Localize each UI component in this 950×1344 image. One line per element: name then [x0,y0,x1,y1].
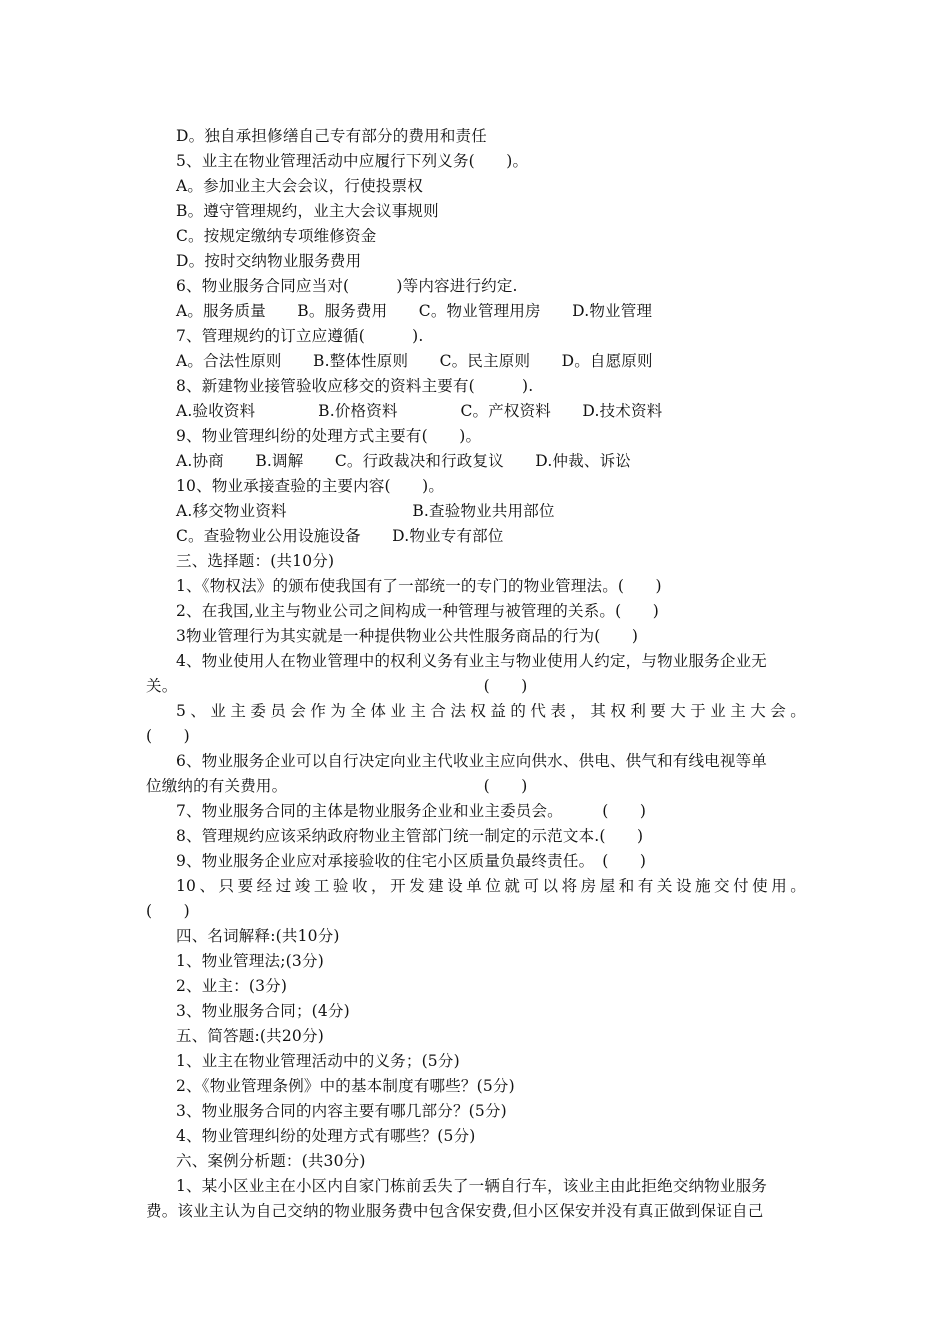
tf-item-10-cont: ( ) [146,902,190,920]
options-8: A.验收资料 B.价格资料 C。产权资料 D.技术资料 [176,402,663,420]
section-heading-6: 六、案例分析题：(共30分) [176,1152,366,1170]
tf-item-10: 10、只要经过竣工验收，开发建设单位就可以将房屋和有关设施交付使用。 [176,877,806,895]
option-5d: D。按时交纳物业服务费用 [176,252,362,270]
question-10: 10、物业承接查验的主要内容( )。 [176,477,445,495]
question-9: 9、物业管理纠纷的处理方式主要有( )。 [176,427,482,445]
short-answer-4: 4、物业管理纠纷的处理方式有哪些？(5分) [176,1127,476,1145]
options-10-cd: C。查验物业公用设施设备 D.物业专有部位 [176,527,504,545]
option-5b: B。遵守管理规约，业主大会议事规则 [176,202,439,220]
short-answer-1: 1、业主在物业管理活动中的义务；(5分) [176,1052,460,1070]
short-answer-2: 2、《物业管理条例》中的基本制度有哪些？(5分) [176,1077,515,1095]
term-item-3: 3、物业服务合同；(4分) [176,1002,350,1020]
tf-item-3: 3物业管理行为其实就是一种提供物业公共性服务商品的行为( ) [176,627,639,645]
tf-item-4: 4、物业使用人在物业管理中的权利义务有业主与物业使用人约定，与物业服务企业无 [176,652,767,670]
tf-item-5: 5、业主委员会作为全体业主合法权益的代表，其权利要大于业主大会。 [176,702,806,720]
tf-item-7: 7、物业服务合同的主体是物业服务企业和业主委员会。 ( ) [176,802,647,820]
tf-item-9: 9、物业服务企业应对承接验收的住宅小区质量负最终责任。 ( ) [176,852,647,870]
term-item-1: 1、物业管理法;(3分) [176,952,324,970]
case-item-1-cont: 费。该业主认为自己交纳的物业服务费中包含保安费,但小区保安并没有真正做到保证自己 [146,1202,764,1220]
short-answer-3: 3、物业服务合同的内容主要有哪几部分？(5分) [176,1102,507,1120]
options-9: A.协商 B.调解 C。行政裁决和行政复议 D.仲裁、诉讼 [176,452,632,470]
option-5a: A。参加业主大会会议，行使投票权 [176,177,423,195]
tf-item-5-cont: ( ) [146,727,190,745]
tf-item-8: 8、管理规约应该采纳政府物业主管部门统一制定的示范文本.( ) [176,827,644,845]
tf-item-1: 1、《物权法》的颁布使我国有了一部统一的专门的物业管理法。( ) [176,577,662,595]
question-7: 7、管理规约的订立应遵循( ). [176,327,424,345]
term-item-2: 2、业主：(3分) [176,977,288,995]
options-10-ab: A.移交物业资料 B.查验物业共用部位 [176,502,555,520]
options-6: A。服务质量 B。服务费用 C。物业管理用房 D.物业管理 [176,302,653,320]
tf-item-6-cont: 位缴纳的有关费用。 ( ) [146,777,528,795]
option-4d: D。独自承担修缮自己专有部分的费用和责任 [176,127,487,145]
tf-item-2: 2、在我国,业主与物业公司之间构成一种管理与被管理的关系。( ) [176,602,659,620]
section-heading-4: 四、名词解释:(共10分) [176,927,340,945]
tf-item-6: 6、物业服务企业可以自行决定向业主代收业主应向供水、供电、供气和有线电视等单 [176,752,767,770]
question-6: 6、物业服务合同应当对( )等内容进行约定. [176,277,518,295]
section-heading-5: 五、简答题:(共20分) [176,1027,324,1045]
question-5: 5、业主在物业管理活动中应履行下列义务( )。 [176,152,529,170]
tf-item-4-cont: 关。 ( ) [146,677,528,695]
section-heading-3: 三、选择题：(共10分) [176,552,335,570]
option-5c: C。按规定缴纳专项维修资金 [176,227,377,245]
options-7: A。合法性原则 B.整体性原则 C。民主原则 D。自愿原则 [176,352,653,370]
question-8: 8、新建物业接管验收应移交的资料主要有( ). [176,377,534,395]
case-item-1: 1、某小区业主在小区内自家门栋前丢失了一辆自行车，该业主由此拒绝交纳物业服务 [176,1177,767,1195]
